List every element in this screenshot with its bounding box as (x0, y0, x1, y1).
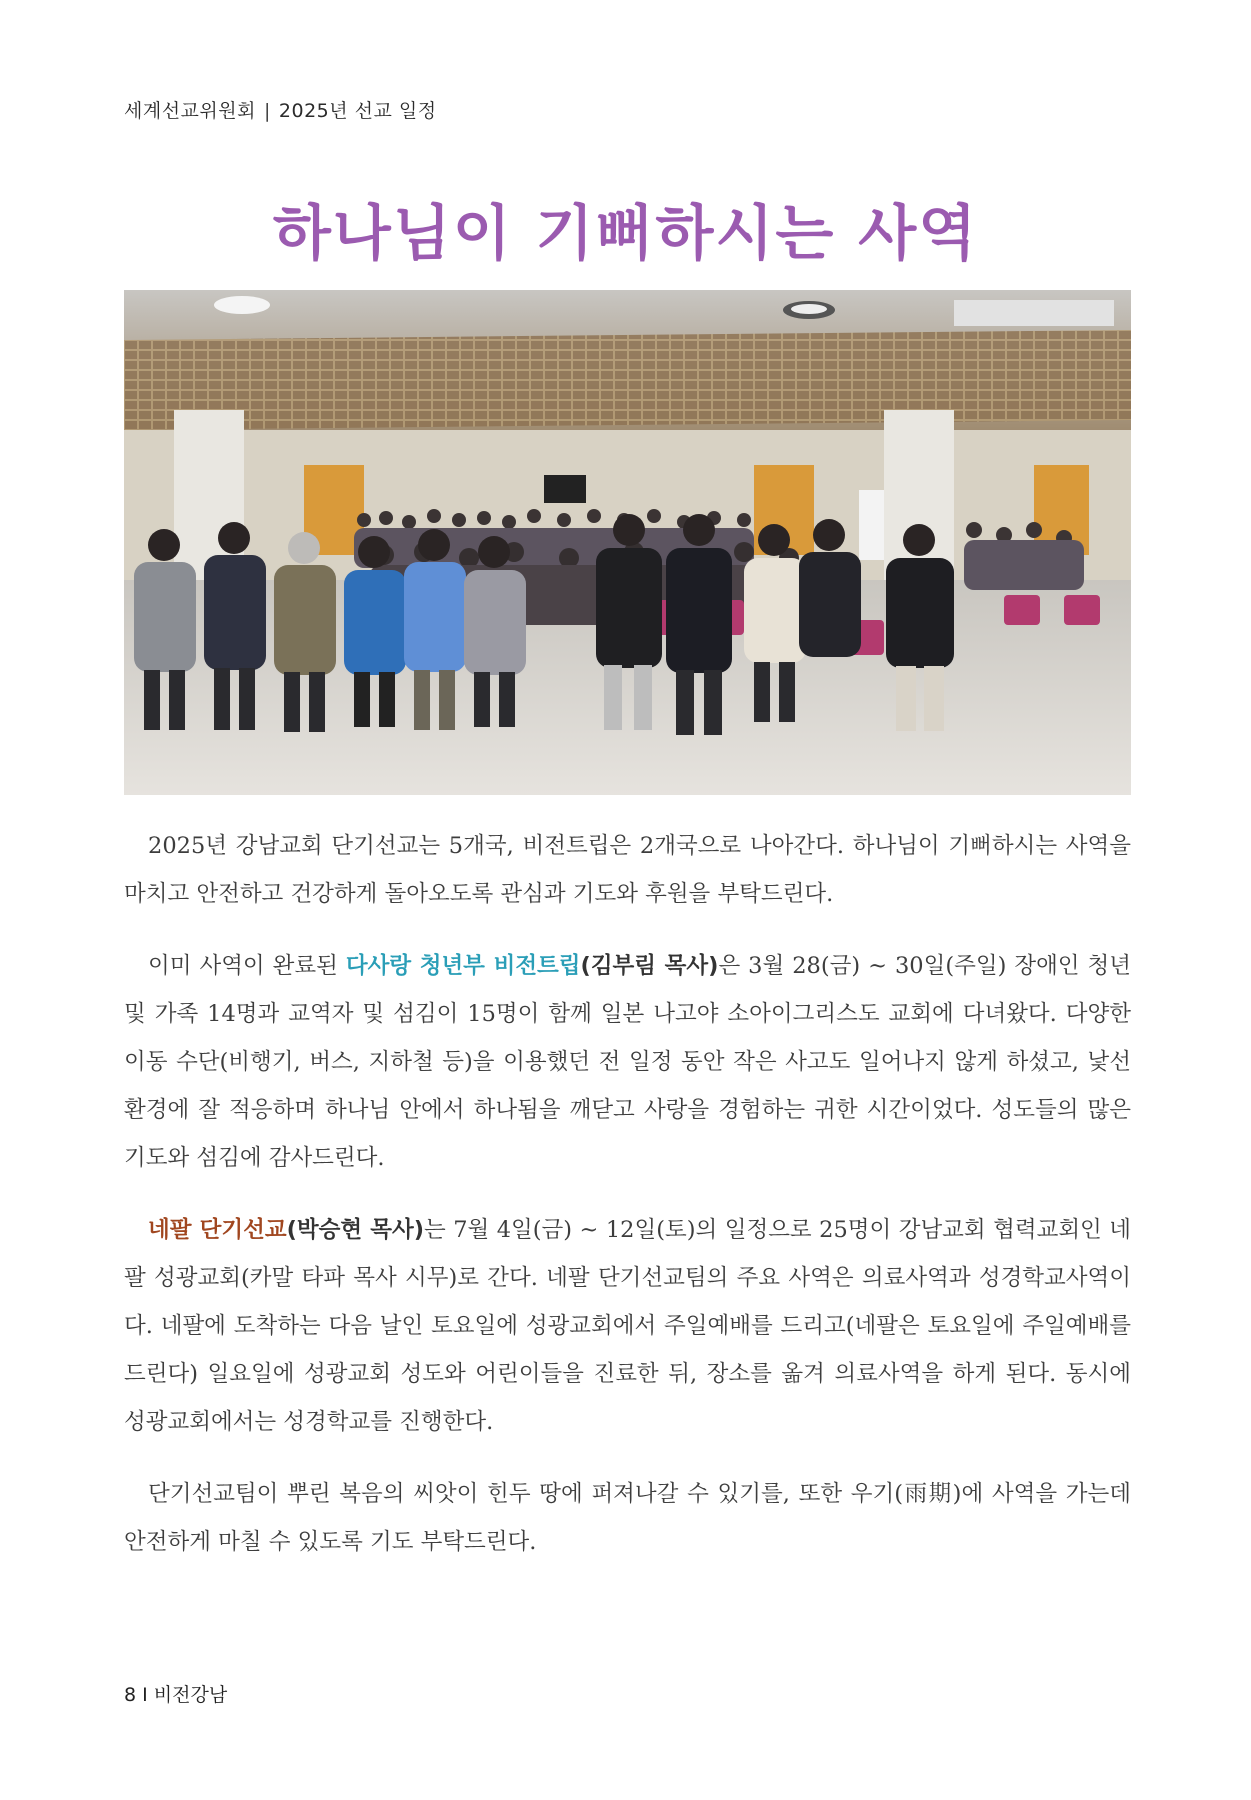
publication-name: 비전강남 (153, 1684, 228, 1706)
vision-trip-leader: (김부림 목사) (580, 953, 719, 979)
header-topic: 2025년 선교 일정 (278, 100, 437, 122)
nepal-text: 는 7월 4일(금) ~ 12일(토)의 일정으로 25명이 강남교회 협력교회인 네팔 성광교회(카말 타파 목사 시무)로 간다. 네팔 단기선교팀의 주요 사역은 의료사역과 성경학교사역이다. 네팔에 도착하는 다음 날인 토요일에 성광교회에서 주일예배를 드리고(네팔은 토요일에 주일예배를 드린다) 일요일에 성광교회 성도와 어린이들을 진료한 뒤, 장소를 옮겨 의료사역을 하게 된다. 동시에 성광교회에서는 성경학교를 진행한다. (124, 1217, 1132, 1435)
page-title: 하나님이 기뻐하시는 사역 (272, 199, 979, 269)
vision-trip-text: 은 3월 28(금) ~ 30일(주일) 장애인 청년 및 가족 14명과 교역자 및 섬김이 15명이 함께 일본 나고야 소아이그리스도 교회에 다녀왔다. 다양한 이동 수단(비행기, 버스, 지하철 등)을 이용했던 전 일정 동안 작은 사고도 일어나지 않게 하셨고, 낯선 환경에 잘 적응하며 하나님 안에서 하나됨을 깨닫고 사랑을 경험하는 귀한 시간이었다. 성도들의 많은 기도와 섬김에 감사드린다. (124, 953, 1131, 1171)
vision-trip-lead: 이미 사역이 완료된 (148, 953, 346, 979)
paragraph-vision-trip (124, 942, 1131, 1182)
page-number: 8 (124, 1684, 137, 1706)
paragraph-nepal (124, 1206, 1131, 1446)
header-separator: | (263, 100, 271, 122)
nepal-leader: (박승현 목사) (286, 1217, 424, 1243)
paragraph-intro: 2025년 강남교회 단기선교는 5개국, 비전트립은 2개국으로 나아간다. 하나님이 기뻐하시는 사역을 마치고 안전하고 건강하게 돌아오도록 관심과 기도와 후원을 부탁드린다. (124, 833, 1131, 907)
nepal-highlight: 네팔 단기선교 (148, 1217, 287, 1243)
page-footer (124, 1680, 227, 1707)
vision-trip-highlight: 다사랑 청년부 비전트립 (345, 953, 581, 979)
running-header (124, 96, 437, 123)
article-body (124, 822, 1131, 1590)
group-photo (124, 290, 1131, 795)
paragraph-closing: 단기선교팀이 뿌린 복음의 씨앗이 힌두 땅에 퍼져나갈 수 있기를, 또한 우기(雨期)에 사역을 가는데 안전하게 마칠 수 있도록 기도 부탁드린다. (124, 1481, 1131, 1555)
header-section: 세계선교위원회 (124, 100, 256, 122)
footer-separator: I (142, 1684, 148, 1706)
